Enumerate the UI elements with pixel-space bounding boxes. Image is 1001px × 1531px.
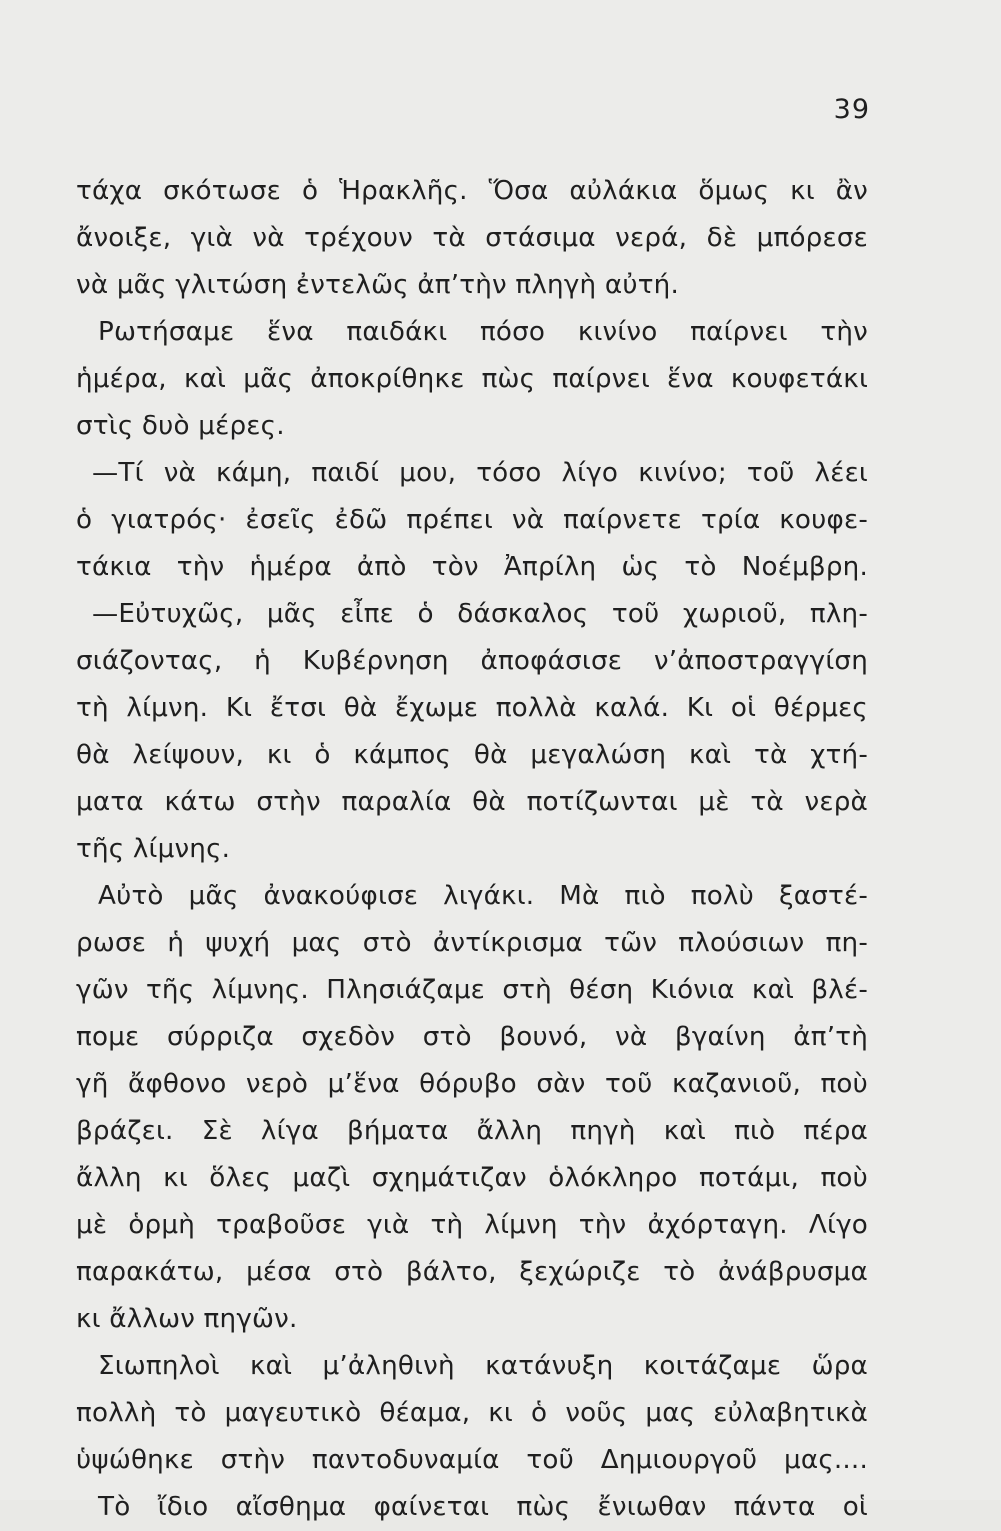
text-line: σιάζοντας, ἡ Κυβέρνηση ἀποφάσισε ν’ἀποστραγγίση <box>76 646 868 676</box>
text-line: βράζει. Σὲ λίγα βήματα ἄλλη πηγὴ καὶ πιὸ πέρα <box>76 1116 868 1146</box>
text-line: τὴ λίμνη. Κι ἔτσι θὰ ἔχωμε πολλὰ καλά. Κι οἱ θέρμες <box>76 693 868 723</box>
text-line: —Εὐτυχῶς, μᾶς εἶπε ὁ δάσκαλος τοῦ χωριοῦ, πλη- <box>92 599 868 629</box>
text-line: ἡμέρα, καὶ μᾶς ἀποκρίθηκε πὼς παίρνει ἕνα κουφετάκι <box>76 364 868 394</box>
text-line: Ρωτήσαμε ἕνα παιδάκι πόσο κινίνο παίρνει τὴν <box>98 317 868 347</box>
text-line: —Τί νὰ κάμη, παιδί μου, τόσο λίγο κινίνο; τοῦ λέει <box>92 458 868 488</box>
text-line: μὲ ὁρμὴ τραβοῦσε γιὰ τὴ λίμνη τὴν ἀχόρταγη. Λίγο <box>76 1210 868 1240</box>
text-line: γῶν τῆς λίμνης. Πλησιάζαμε στὴ θέση Κιόνια καὶ βλέ- <box>76 975 868 1005</box>
body-text <box>76 168 868 1531</box>
text-line: ρωσε ἡ ψυχή μας στὸ ἀντίκρισμα τῶν πλούσιων πη- <box>76 928 868 958</box>
text-line: γῆ ἄφθονο νερὸ μ’ἕνα θόρυβο σὰν τοῦ καζανιοῦ, ποὺ <box>76 1069 868 1099</box>
text-line: κι ἄλλων πηγῶν. <box>76 1304 298 1334</box>
text-line: ἄλλη κι ὅλες μαζὶ σχημάτιζαν ὁλόκληρο ποτάμι, ποὺ <box>76 1163 868 1193</box>
text-line: ὁ γιατρός· ἐσεῖς ἐδῶ πρέπει νὰ παίρνετε τρία κουφε- <box>76 505 868 535</box>
text-line: ὑψώθηκε στὴν παντοδυναμία τοῦ Δημιουργοῦ μας.... <box>76 1445 868 1475</box>
text-line: Σιωπηλοὶ καὶ μ’ἀληθινὴ κατάνυξη κοιτάζαμε ὥρα <box>98 1351 868 1381</box>
text-line: τῆς λίμνης. <box>76 834 231 864</box>
text-line: θὰ λείψουν, κι ὁ κάμπος θὰ μεγαλώση καὶ τὰ χτή- <box>76 740 868 770</box>
text-line: ματα κάτω στὴν παραλία θὰ ποτίζωνται μὲ τὰ νερὰ <box>76 787 868 817</box>
text-line: νὰ μᾶς γλιτώση ἐντελῶς ἀπ’τὴν πληγὴ αὐτή. <box>76 270 679 300</box>
text-line: Αὐτὸ μᾶς ἀνακούφισε λιγάκι. Μὰ πιὸ πολὺ ξαστέ- <box>98 881 868 911</box>
text-line: πολλὴ τὸ μαγευτικὸ θέαμα, κι ὁ νοῦς μας εὐλαβητικὰ <box>76 1398 868 1428</box>
text-line: τάχα σκότωσε ὁ Ἡρακλῆς. Ὅσα αὐλάκια ὅμως κι ἂν <box>76 176 868 206</box>
text-line: τάκια τὴν ἡμέρα ἀπὸ τὸν Ἀπρίλη ὡς τὸ Νοέμβρη. <box>76 552 868 582</box>
text-line: ἄνοιξε, γιὰ νὰ τρέχουν τὰ στάσιμα νερά, δὲ μπόρεσε <box>76 223 868 253</box>
text-line: Τὸ ἴδιο αἴσθημα φαίνεται πὼς ἔνιωθαν πάντα οἱ <box>98 1492 868 1522</box>
page-number: 39 <box>833 94 870 125</box>
text-line: πομε σύρριζα σχεδὸν στὸ βουνό, νὰ βγαίνη ἀπ’τὴ <box>76 1022 868 1052</box>
text-line: παρακάτω, μέσα στὸ βάλτο, ξεχώριζε τὸ ἀνάβρυσμα <box>76 1257 868 1287</box>
text-line: στὶς δυὸ μέρες. <box>76 411 285 441</box>
